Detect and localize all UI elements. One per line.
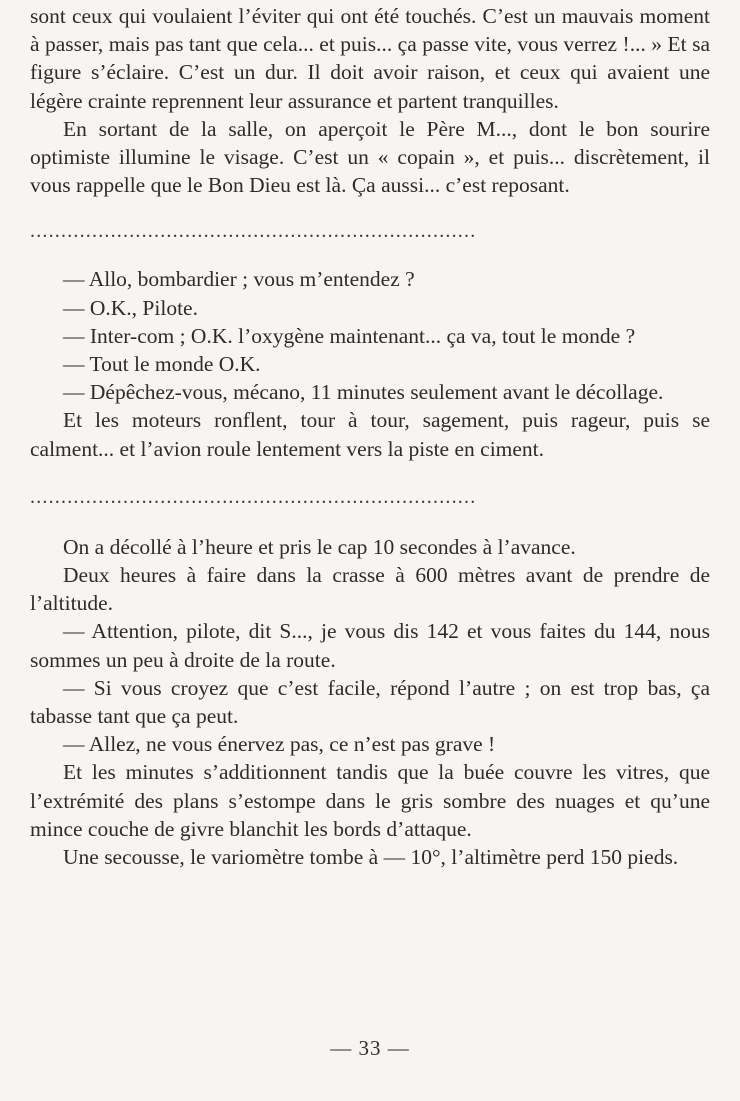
dialogue-line: — Attention, pilote, dit S..., je vous dis 142 et vous faites du 144, nous sommes un peu à droite de la route. — [30, 619, 710, 672]
dialogue-line: — Dépêchez-vous, mécano, 11 minutes seulement avant le décollage. — [63, 380, 664, 405]
paragraph: Et les minutes s’additionnent tandis que la buée couvre les vitres, que l’extrémité des plans s’estompe dans le gris sombre des nuages et qu’une mince couche de givre blanchit les bords d’attaque. — [30, 760, 710, 841]
dotted-separator: ........................................................................ — [30, 220, 477, 243]
dialogue-line: — O.K., Pilote. — [63, 295, 198, 320]
paragraph: sont ceux qui voulaient l’éviter qui ont été touchés. C’est un mauvais moment à passer, mais pas tant que cela... et puis... ça passe vite, vous verrez !... » Et sa figure s’éclaire. C’est un dur. Il doit avoir raison, et ceux qui avaient une légère crainte reprennent leur assurance et partent tranquilles. — [30, 4, 710, 113]
dialogue-line: — Allez, ne vous énervez pas, ce n’est pas grave ! — [63, 732, 496, 757]
dotted-separator: ........................................................................ — [30, 485, 477, 508]
dialogue-line: — Tout le monde O.K. — [63, 352, 261, 377]
paragraph: Et les moteurs ronflent, tour à tour, sagement, puis rageur, puis se calment... et l’avion roule lentement vers la piste en ciment. — [30, 408, 710, 461]
dialogue-line: — Allo, bombardier ; vous m’entendez ? — [63, 267, 415, 292]
paragraph: En sortant de la salle, on aperçoit le Père M..., dont le bon sourire optimiste illumine le visage. C’est un « copain », et puis... discrètement, il vous rappelle que le Bon Dieu est là. Ça aussi... c’est reposant. — [30, 116, 710, 198]
paragraph: On a décollé à l’heure et pris le cap 10 secondes à l’avance. — [63, 534, 576, 559]
page-number: — 33 — — [330, 1036, 410, 1060]
dialogue-line: — Inter-com ; O.K. l’oxygène maintenant... ça va, tout le monde ? — [63, 323, 636, 348]
paragraph: Deux heures à faire dans la crasse à 600 mètres avant de prendre de l’altitude. — [30, 563, 710, 616]
paragraph: Une secousse, le variomètre tombe à — 10°, l’altimètre perd 150 pieds. — [63, 845, 679, 870]
dialogue-line: — Si vous croyez que c’est facile, répond l’autre ; on est trop bas, ça tabasse tant que ça peut. — [30, 675, 710, 729]
